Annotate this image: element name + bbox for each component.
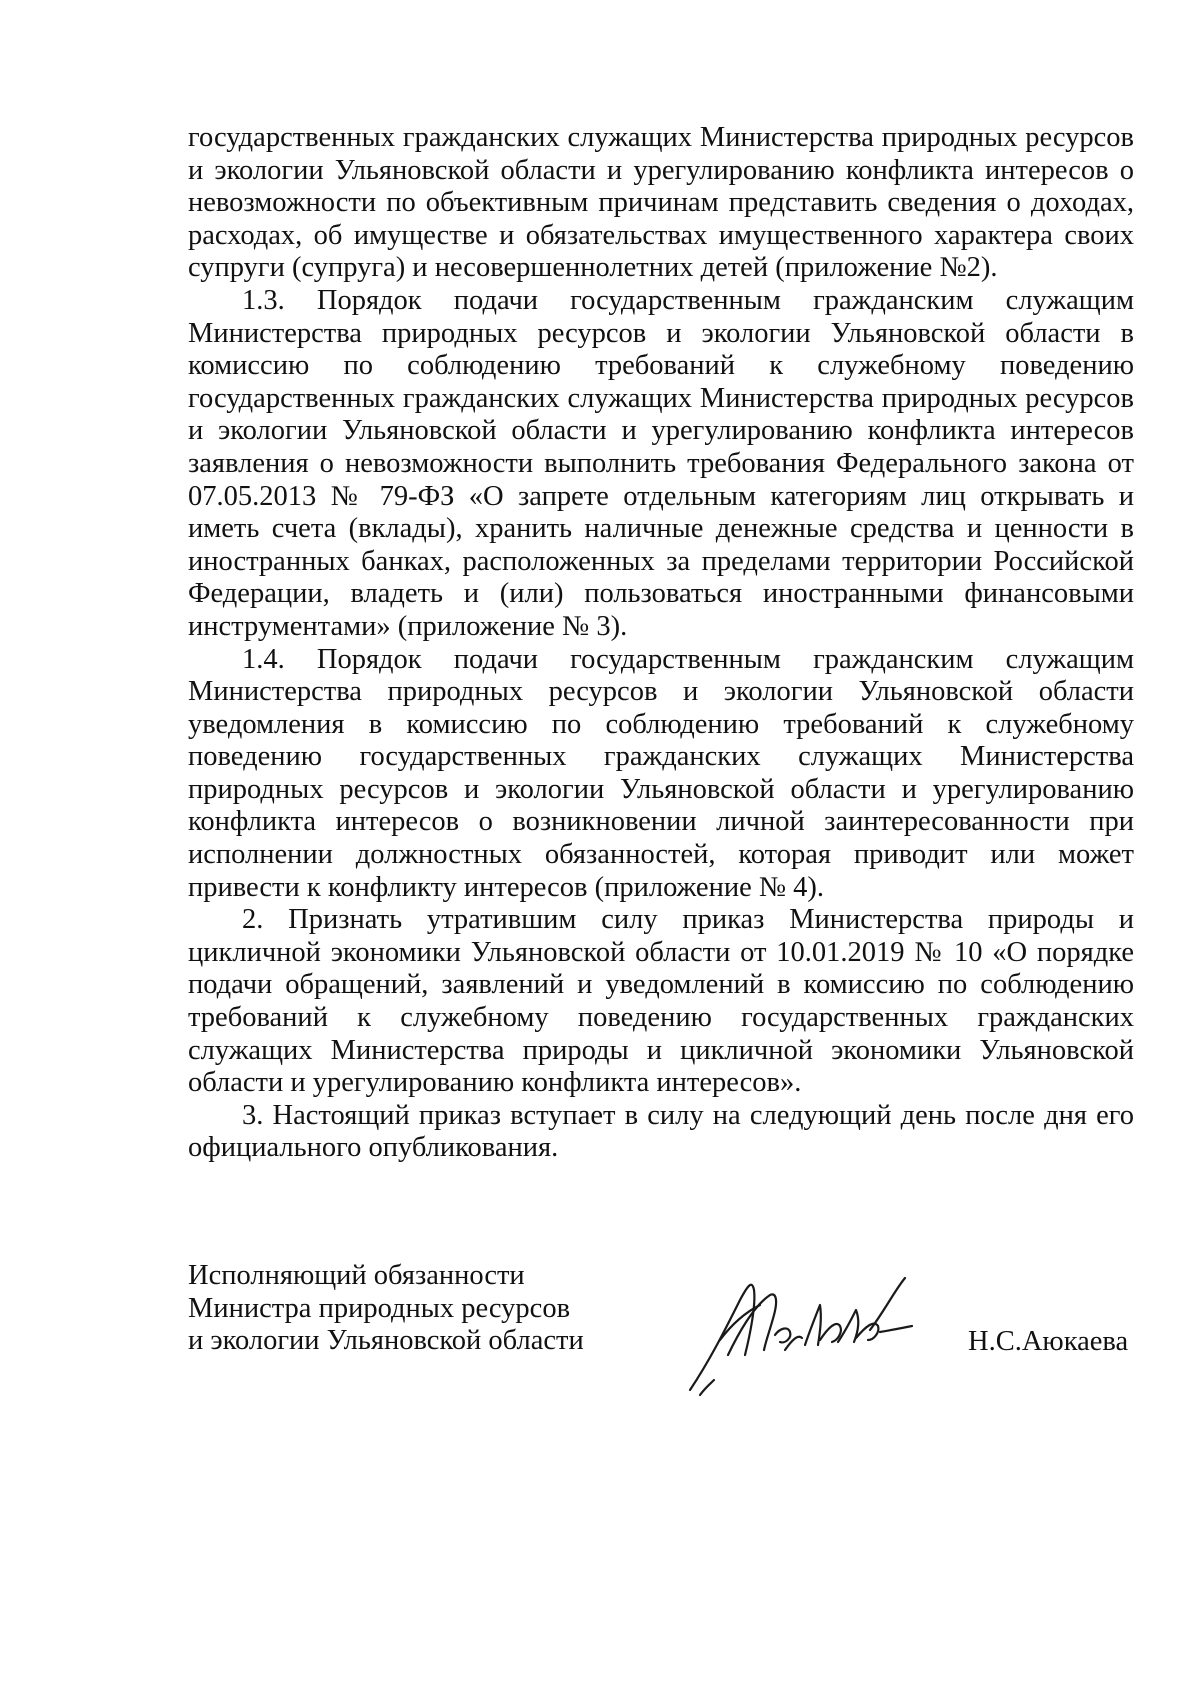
signatory-title-line-2: Министра природных ресурсов bbox=[188, 1292, 571, 1324]
paragraph-2: 2. Признать утратившим силу приказ Министерства природы и цикличной экономики Ульяновской области от 10.01.2019 № 10 «О порядке подачи обращений, заявлений и уведомлений в комиссию по соблюдению требований к служебному поведению государственных гражданских служащих Министерства природы и цикличной экономики Ульяновской области и урегулированию конфликта интересов». bbox=[188, 904, 1134, 1099]
paragraph-1-4: 1.4. Порядок подачи государственным гражданским служащим Министерства природных ресурсов и экологии Ульяновской области уведомления в комиссию по соблюдению требований к служебному поведению государственных гражданских служащих Министерства природных ресурсов и экологии Ульяновской области и урегулированию конфликта интересов о возникновении личной заинтересованности при исполнении должностных обязанностей, которая приводит или может привести к конфликту интересов (приложение № 4). bbox=[188, 643, 1134, 903]
signatory-title-line-3: и экологии Ульяновской области bbox=[188, 1325, 584, 1357]
signatory-title-line-1: Исполняющий обязанности bbox=[188, 1260, 525, 1291]
signer-name: Н.С.Аюкаева bbox=[968, 1326, 1129, 1357]
handwritten-signature bbox=[680, 1260, 940, 1400]
signatory-title bbox=[188, 1260, 584, 1358]
paragraph-1-3: 1.3. Порядок подачи государственным гражданским служащим Министерства природных ресурсов и экологии Ульяновской области в комиссию по соблюдению требований к служебному поведению государственных гражданских служащих Министерства природных ресурсов и экологии Ульяновской области и урегулированию конфликта интересов заявления о невозможности выполнить требования Федерального закона от 07.05.2013 № 79-ФЗ «О запрете отдельным категориям лиц открывать и иметь счета (вклады), хранить наличные денежные средства и ценности в иностранных банках, расположенных за пределами территории Российской Федерации, владеть и (или) пользоваться иностранными финансовыми инструментами» (приложение № 3). bbox=[188, 284, 1134, 642]
paragraph-3: 3. Настоящий приказ вступает в силу на следующий день после дня его официального опубликования. bbox=[188, 1099, 1134, 1164]
paragraph-continuation: государственных гражданских служащих Министерства природных ресурсов и экологии Ульяновской области и урегулированию конфликта интересов о невозможности по объективным причинам представить сведения о доходах, расходах, об имуществе и обязательствах имущественного характера своих супруги (супруга) и несовершеннолетних детей (приложение №2). bbox=[188, 122, 1134, 284]
document-body bbox=[188, 122, 1134, 1165]
